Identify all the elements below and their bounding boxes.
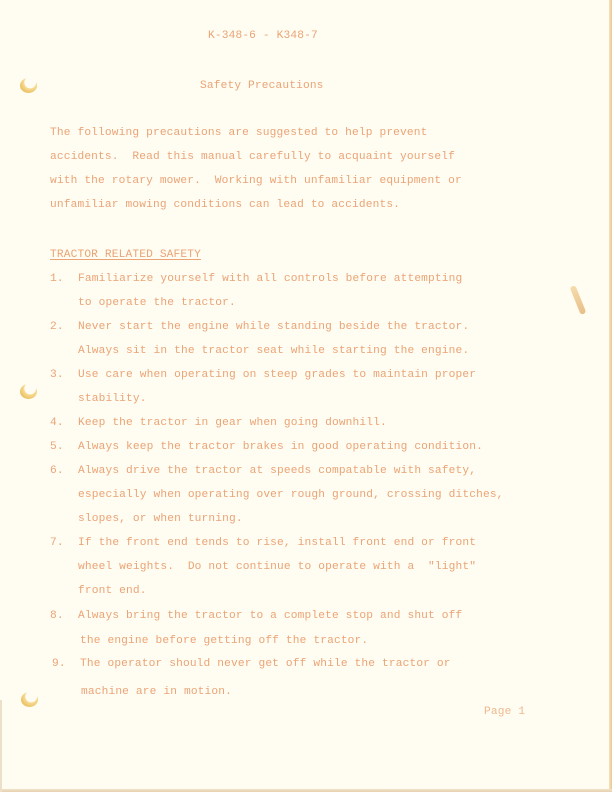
section-heading: TRACTOR RELATED SAFETY bbox=[50, 249, 201, 261]
item-number: 5. bbox=[50, 441, 64, 453]
stray-mark bbox=[570, 285, 587, 315]
item-text: slopes, or when turning. bbox=[78, 513, 243, 525]
item-text: Use care when operating on steep grades to maintain proper bbox=[78, 369, 477, 381]
intro-line: unfamiliar mowing conditions can lead to accidents. bbox=[50, 199, 401, 211]
item-text: to operate the tractor. bbox=[78, 297, 236, 309]
item-text: If the front end tends to rise, install front end or front bbox=[78, 537, 477, 549]
item-text: stability. bbox=[78, 393, 147, 405]
binder-hole-top bbox=[20, 78, 37, 93]
item-number: 9. bbox=[52, 658, 66, 670]
item-text: front end. bbox=[78, 585, 147, 597]
page-title: Safety Precautions bbox=[200, 80, 324, 92]
intro-line: The following precautions are suggested to help prevent bbox=[50, 127, 428, 139]
item-text: Familiarize yourself with all controls before attempting bbox=[78, 273, 463, 285]
item-number: 8. bbox=[50, 610, 64, 622]
item-text: Always sit in the tractor seat while starting the engine. bbox=[78, 345, 470, 357]
item-text: Keep the tractor in gear when going downhill. bbox=[78, 417, 387, 429]
page-number: Page 1 bbox=[484, 706, 526, 718]
item-number: 2. bbox=[50, 321, 64, 333]
item-text: Never start the engine while standing beside the tractor. bbox=[78, 321, 470, 333]
intro-line: with the rotary mower. Working with unfamiliar equipment or bbox=[50, 175, 462, 187]
item-number: 4. bbox=[50, 417, 64, 429]
intro-line: accidents. Read this manual carefully to acquaint yourself bbox=[50, 151, 455, 163]
item-text: Always drive the tractor at speeds compatable with safety, bbox=[78, 465, 477, 477]
item-text: The operator should never get off while the tractor or bbox=[80, 658, 451, 670]
item-text: the engine before getting off the tractor. bbox=[80, 635, 369, 647]
item-number: 6. bbox=[50, 465, 64, 477]
binder-hole-middle bbox=[20, 384, 37, 399]
item-number: 7. bbox=[50, 537, 64, 549]
item-number: 1. bbox=[50, 273, 64, 285]
page-edge-left bbox=[0, 700, 2, 792]
binder-hole-bottom bbox=[21, 692, 38, 707]
item-number: 3. bbox=[50, 369, 64, 381]
item-text: machine are in motion. bbox=[81, 686, 232, 698]
item-text: Always bring the tractor to a complete stop and shut off bbox=[78, 610, 463, 622]
item-text: wheel weights. Do not continue to operate with a "light" bbox=[78, 561, 477, 573]
document-id: K-348-6 - K348-7 bbox=[208, 30, 318, 42]
item-text: Always keep the tractor brakes in good operating condition. bbox=[78, 441, 483, 453]
item-text: especially when operating over rough ground, crossing ditches, bbox=[78, 489, 504, 501]
